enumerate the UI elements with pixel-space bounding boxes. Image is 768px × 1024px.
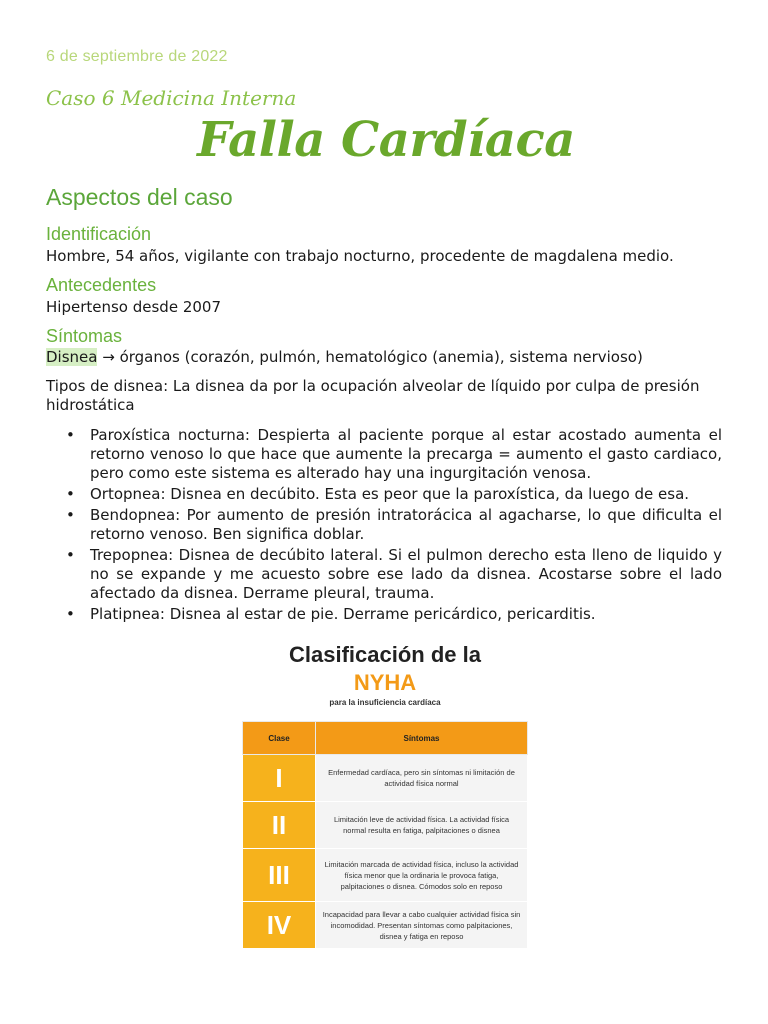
nyha-table bbox=[242, 721, 528, 949]
class-cell: I bbox=[243, 755, 316, 802]
table-row bbox=[243, 802, 528, 849]
disnea-line bbox=[46, 348, 726, 367]
identificacion-text: Hombre, 54 años, vigilante con trabajo nocturno, procedente de magdalena medio. bbox=[46, 247, 674, 265]
figure-subtitle: para la insuficiencia cardíaca bbox=[329, 698, 441, 707]
table-row bbox=[243, 755, 528, 802]
list-item: • Bendopnea: Por aumento de presión intratorácica al agacharse, lo que dificulta el retorno venoso. Ben significa doblar. bbox=[90, 506, 722, 544]
tipos-text: Tipos de disnea: La disnea da por la ocupación alveolar de líquido por culpa de presión hidrostática bbox=[46, 377, 700, 414]
disnea-rest: → órganos (corazón, pulmón, hematológico (anemia), sistema nervioso) bbox=[97, 348, 643, 366]
page-title: Falla Cardíaca bbox=[197, 112, 575, 168]
table-row bbox=[243, 849, 528, 902]
col-header-sintomas: Síntomas bbox=[316, 722, 528, 755]
antecedentes-text: Hipertenso desde 2007 bbox=[46, 298, 221, 316]
figure-title: Clasificación de la bbox=[289, 642, 481, 667]
list-item: • Platipnea: Disnea al estar de pie. Derrame pericárdico, pericarditis. bbox=[90, 605, 722, 624]
disnea-highlight: Disnea bbox=[46, 348, 98, 366]
sintomas-heading: Síntomas bbox=[46, 326, 123, 346]
list-item: • Trepopnea: Disnea de decúbito lateral. Si el pulmon derecho esta lleno de liquido y no se expande y me acuesto sobre ese lado da disnea. Acostarse sobre el lado afectado da disnea. Derrame pleural, trauma. bbox=[90, 546, 722, 603]
antecedentes-heading: Antecedentes bbox=[46, 275, 157, 295]
section-heading: Aspectos del caso bbox=[46, 184, 233, 210]
list-item: • Ortopnea: Disnea en decúbito. Esta es peor que la paroxística, da luego de esa. bbox=[90, 485, 722, 504]
identificacion-heading: Identificación bbox=[46, 224, 152, 244]
class-cell: III bbox=[243, 849, 316, 902]
date-line: 6 de septiembre de 2022 bbox=[46, 48, 228, 65]
case-label: Caso 6 Medicina Interna bbox=[46, 86, 297, 110]
figure-title-nyha: NYHA bbox=[353, 670, 417, 695]
symptoms-cell: Enfermedad cardíaca, pero sin síntomas ni limitación de actividad física normal bbox=[316, 755, 528, 802]
class-cell: II bbox=[243, 802, 316, 849]
symptoms-cell: Incapacidad para llevar a cabo cualquier actividad física sin incomodidad. Presentan síntomas como palpitaciones, disnea y fatiga en reposo bbox=[316, 902, 528, 949]
class-cell: IV bbox=[243, 902, 316, 949]
nyha-figure bbox=[240, 636, 530, 949]
disnea-types-list bbox=[46, 426, 722, 626]
symptoms-cell: Limitación leve de actividad física. La actividad física normal resulta en fatiga, palpitaciones o disnea bbox=[316, 802, 528, 849]
col-header-clase: Clase bbox=[243, 722, 316, 755]
table-row bbox=[243, 902, 528, 949]
symptoms-cell: Limitación marcada de actividad física, incluso la actividad física menor que la ordinaria le provoca fatiga, palpitaciones o disnea. Cómodos solo en reposo bbox=[316, 849, 528, 902]
list-item: • Paroxística nocturna: Despierta al paciente porque al estar acostado aumenta el retorno venoso lo que hace que aumente la precarga = aumento el gasto cardiaco, pero como este sistema es alterado hay una ingurgitación venosa. bbox=[90, 426, 722, 483]
